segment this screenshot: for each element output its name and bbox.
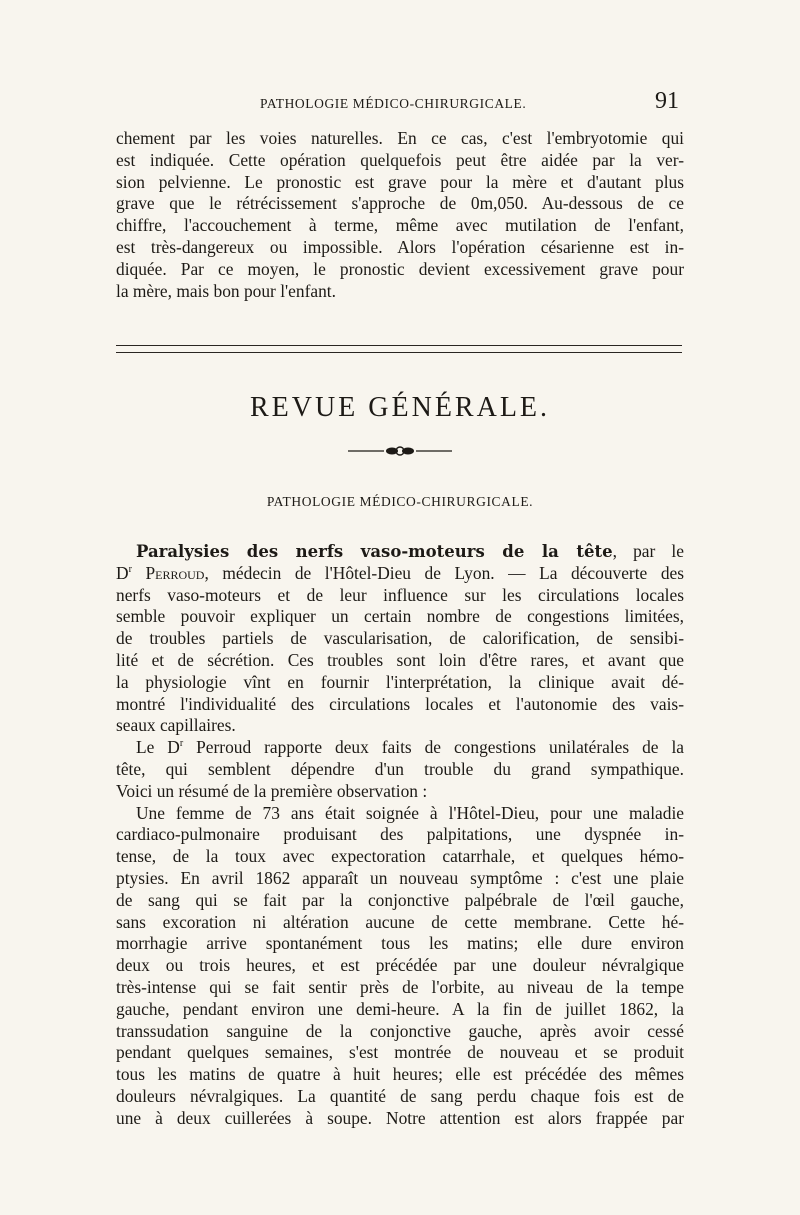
ornament-divider-icon xyxy=(348,444,452,458)
doctor-superscript: r xyxy=(128,564,132,575)
text-line: montré l'individualité des circulations locales et l'autonomie des vais- xyxy=(116,693,684,714)
text-line: pendant quelques semaines, s'est montrée de nouveau et se produit xyxy=(116,1042,684,1063)
text-line: chiffre, l'accouchement à terme, même avec mutilation de l'enfant, xyxy=(116,215,684,236)
text-line: chement par les voies naturelles. En ce cas, c'est l'embryotomie qui xyxy=(116,128,684,148)
text-line: tense, de la toux avec expectoration catarrhale, et quelques hémo- xyxy=(116,846,684,867)
text-line: gauche, pendant environ une demi-heure. A la fin de juillet 1862, la xyxy=(116,998,684,1019)
section-subheading: PATHOLOGIE MÉDICO-CHIRURGICALE. xyxy=(266,494,534,509)
text-line: très-intense qui se fait sentir près de l'orbite, au niveau de la tempe xyxy=(116,976,684,997)
para2-superscript: r xyxy=(179,738,184,750)
text-line: de sang qui se fait par la conjonctive palpébrale de l'œil gauche, xyxy=(116,889,684,910)
author-line xyxy=(116,563,684,585)
text-line: sion pelvienne. Le pronostic est grave pour la mère et d'autant plus xyxy=(116,171,684,192)
text-line: Voici un résumé de la première observation : xyxy=(116,780,428,801)
double-rule-divider xyxy=(116,345,682,353)
text-line: la physiologie vînt en fournir l'interprétation, la clinique avait dé- xyxy=(116,671,684,692)
text-line: une à deux cuillerées à soupe. Notre attention est alors frappée par xyxy=(116,1107,684,1128)
text-line: est très-dangereux ou impossible. Alors l'opération césarienne est in- xyxy=(116,236,684,257)
text-line: sans excoration ni altération aucune de cette membrane. Cette hé- xyxy=(116,911,684,932)
page-number: 91 xyxy=(655,88,679,114)
text-line: ptysies. En avril 1862 apparaît un nouveau symptôme : c'est une plaie xyxy=(116,867,684,888)
text-line: morrhagie arrive spontanément tous les matins; elle dure environ xyxy=(116,933,684,954)
text-line: diquée. Par ce moyen, le pronostic devient excessivement grave pour xyxy=(116,258,684,279)
text-line: lité et de sécrétion. Ces troubles sont loin d'être rares, et avant que xyxy=(116,649,684,670)
article-body xyxy=(116,541,684,1130)
text-line: de troubles partiels de vascularisation, de calorification, de sensibi- xyxy=(116,628,684,649)
text-line: la mère, mais bon pour l'enfant. xyxy=(116,280,336,301)
text-line: nerfs vaso-moteurs et de leur influence sur les circulations locales xyxy=(116,584,684,605)
text-line: tous les matins de quatre à huit heures; elle est précédée des mêmes xyxy=(116,1064,684,1085)
text-line: tête, qui semblent dépendre d'un trouble du grand sympathique. xyxy=(116,758,684,779)
text-line: seaux capillaires. xyxy=(116,715,236,736)
text-line: transsudation sanguine de la conjonctive gauche, après avoir cessé xyxy=(116,1020,684,1041)
author-line-rest: , médecin de l'Hôtel-Dieu de Lyon. — La découverte des xyxy=(204,562,684,583)
text-line: deux ou trois heures, et est précédée par une douleur névralgique xyxy=(116,955,684,976)
text-line: semble pouvoir expliquer un certain nombre de congestions limitées, xyxy=(116,606,684,627)
top-paragraph xyxy=(116,128,684,302)
author-name: Perroud xyxy=(145,562,205,583)
text-line: grave que le rétrécissement s'approche de 0m,050. Au-dessous de ce xyxy=(116,193,684,214)
para2-rest: Perroud rapporte deux faits de congestions unilatérales de la xyxy=(183,737,685,758)
section-title: REVUE GÉNÉRALE. xyxy=(249,392,551,423)
text-line: est indiquée. Cette opération quelquefois peut être aidée par la ver- xyxy=(116,149,684,170)
paragraph-start-line xyxy=(116,737,684,759)
text-line: douleurs névralgiques. La quantité de sang perdu chaque fois est de xyxy=(116,1085,684,1106)
article-heading-line xyxy=(116,541,684,563)
article-title-suffix: , par le xyxy=(612,541,684,561)
text-line: cardiaco-pulmonaire produisant des palpitations, une dyspnée in- xyxy=(116,824,684,845)
para2-prefix: Le D xyxy=(136,737,180,758)
running-head: PATHOLOGIE MÉDICO-CHIRURGICALE. xyxy=(260,96,527,111)
doctor-prefix: D xyxy=(116,562,129,583)
article-title: Paralysies des nerfs vaso-moteurs de la tête xyxy=(136,542,613,561)
text-line: Une femme de 73 ans était soignée à l'Hôtel-Dieu, pour une maladie xyxy=(136,802,684,823)
